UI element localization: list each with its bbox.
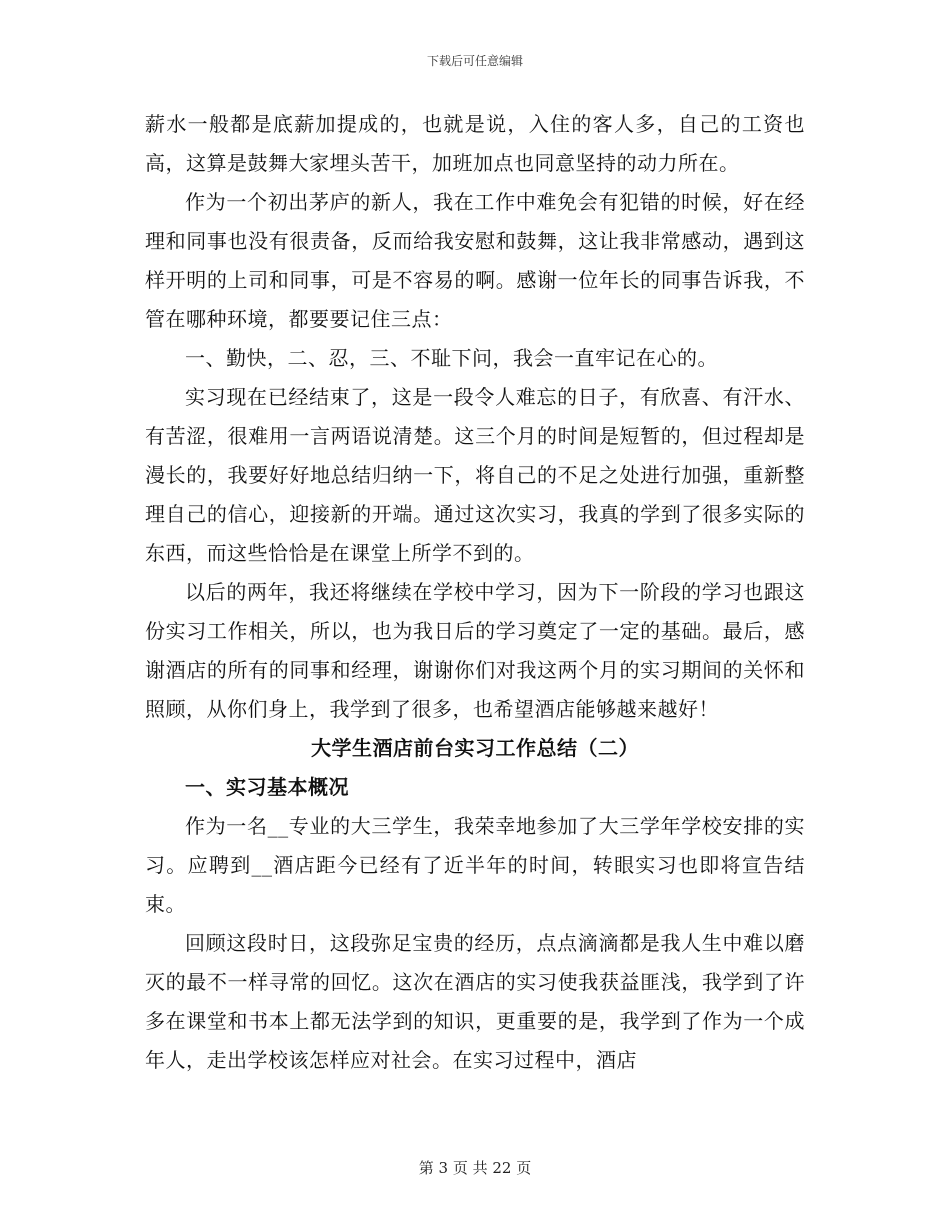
paragraph-newcomer: 作为一个初出茅庐的新人，我在工作中难免会有犯错的时候，好在经理和同事也没有很责备，反而给我安慰和鼓舞，这让我非常感动，遇到这样开明的上司和同事，可是不容易的啊。感谢一位年长的同事告诉我，不管在哪种环境，都要要记住三点： xyxy=(145,190,805,331)
section-title: 大学生酒店前台实习工作总结（二） xyxy=(311,736,639,760)
paragraph-overview: 作为一名__专业的大三学生，我荣幸地参加了大三学年学校安排的实习。应聘到__酒店距今已经有了近半年的时间，转眼实习也即将宣告结束。 xyxy=(145,814,805,916)
paragraph-internship-end: 实习现在已经结束了，这是一段令人难忘的日子，有欣喜、有汗水、有苦涩，很难用一言两语说清楚。这三个月的时间是短暂的，但过程却是漫长的，我要好好地总结归纳一下，将自己的不足之处进行加强，重新整理自己的信心，迎接新的开端。通过这次实习，我真的学到了很多实际的东西，而这些恰恰是在课堂上所学不到的。 xyxy=(145,385,805,565)
paragraph-review: 回顾这段时日，这段弥足宝贵的经历，点点滴滴都是我人生中难以磨灭的最不一样寻常的回忆。这次在酒店的实习使我获益匪浅，我学到了许多在课堂和书本上都无法学到的知识，更重要的是，我学到了作为一个成年人，走出学校该怎样应对社会。在实习过程中，酒店 xyxy=(145,931,805,1072)
paragraph-three-points: 一、勤快，二、忍，三、不耻下问，我会一直牢记在心的。 xyxy=(185,346,718,370)
paragraph-salary: 薪水一般都是底薪加提成的，也就是说，入住的客人多，自己的工资也高，这算是鼓舞大家埋头苦干，加班加点也同意坚持的动力所在。 xyxy=(145,112,805,175)
document-body xyxy=(145,105,805,1080)
paragraph-future: 以后的两年，我还将继续在学校中学习，因为下一阶段的学习也跟这份实习工作相关，所以，也为我日后的学习奠定了一定的基础。最后，感谢酒店的所有的同事和经理，谢谢你们对我这两个月的实习期间的关怀和照顾，从你们身上，我学到了很多，也希望酒店能够越来越好！ xyxy=(145,580,805,721)
subsection-heading: 一、实习基本概况 xyxy=(185,775,349,799)
page-footer: 第 3 页 共 22 页 xyxy=(418,1159,532,1177)
page-header: 下载后可任意编辑 xyxy=(426,54,523,68)
